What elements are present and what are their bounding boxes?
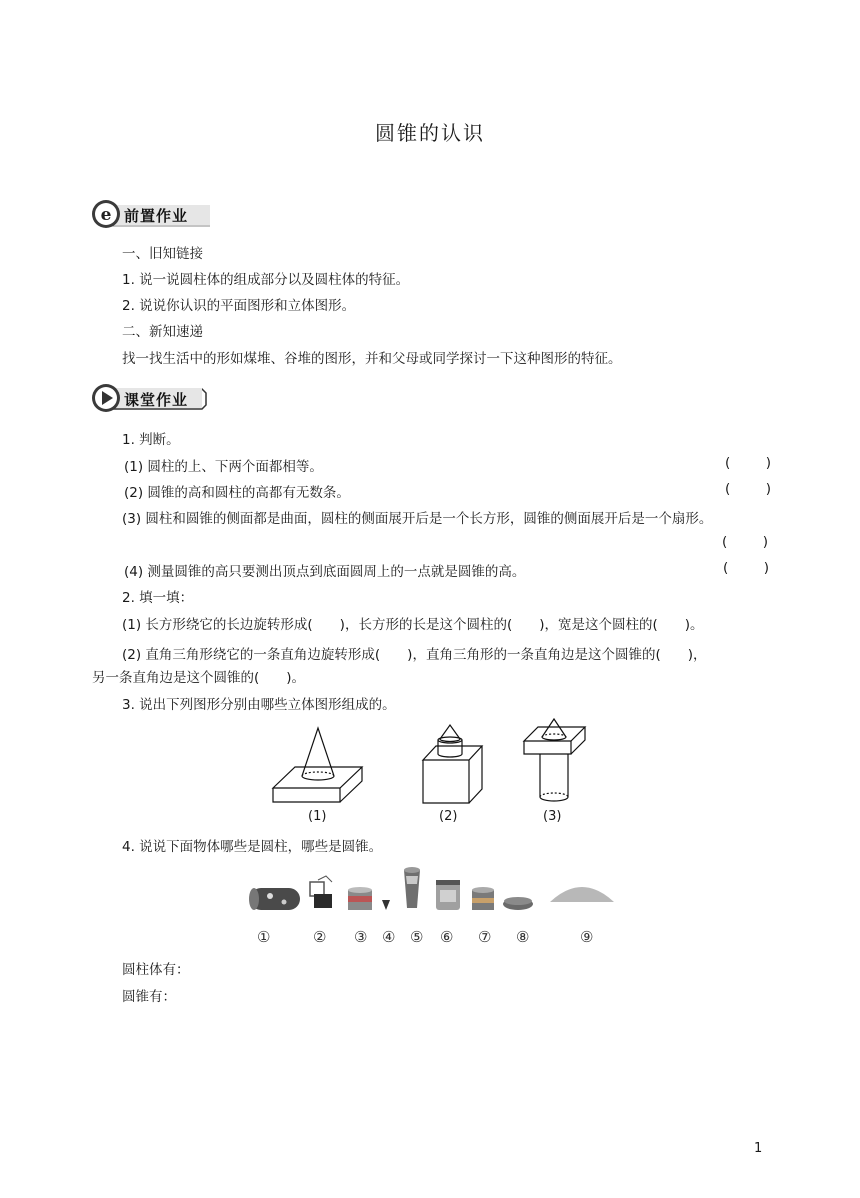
paren-open: ( [725, 481, 731, 497]
object-1-drum [249, 888, 300, 910]
figure-3-caption: (3) [543, 809, 562, 824]
figure-1-cone-on-slab [270, 725, 366, 805]
object-4-cone [382, 900, 390, 910]
objects-photo-strip [244, 862, 624, 922]
q2-line-1: (1) 长方形绕它的长边旋转形成( )，长方形的长是这个圆柱的( )，宽是这个圆柱的( )。 [122, 617, 704, 633]
cylinder-answer-label: 圆柱体有： [122, 962, 190, 978]
class-section-banner [90, 381, 210, 415]
object-number-3: ③ [354, 928, 368, 946]
paren-close: ) [762, 534, 768, 550]
object-number-9: ⑨ [580, 928, 594, 946]
pre-section-banner [90, 198, 210, 232]
paren-open: ( [722, 534, 728, 550]
object-3-can [348, 887, 372, 910]
class-section-label: 课堂作业 [124, 391, 189, 409]
object-number-4: ④ [382, 928, 396, 946]
figure-2-caption: (2) [439, 809, 458, 824]
page-title: 圆锥的认识 [375, 121, 485, 145]
object-2-boxes [310, 876, 332, 908]
q1-item-2: (2) 圆锥的高和圆柱的高都有无数条。 [124, 485, 350, 501]
page-number: 1 [754, 1141, 763, 1156]
paren-close: ) [765, 481, 771, 497]
pre-task: 找一找生活中的形如煤堆、谷堆的图形，并和父母或同学探讨一下这种图形的特征。 [122, 351, 622, 367]
q3-title: 3. 说出下列图形分别由哪些立体图形组成的。 [122, 697, 396, 713]
object-number-2: ② [313, 928, 327, 946]
pre-heading-1: 一、旧知链接 [122, 246, 203, 262]
q1-title: 1. 判断。 [122, 432, 180, 448]
q2-line-2a: (2) 直角三角形绕它的一条直角边旋转形成( )，直角三角形的一条直角边是这个圆锥的( )， [122, 647, 707, 663]
object-number-7: ⑦ [478, 928, 492, 946]
pre-heading-2: 二、新知速递 [122, 324, 203, 340]
object-number-1: ① [257, 928, 271, 946]
object-number-6: ⑥ [440, 928, 454, 946]
object-6-jar [436, 880, 460, 910]
q1-answer-2 [725, 481, 771, 497]
paren-close: ) [765, 455, 771, 471]
cone-answer-label: 圆锥有： [122, 989, 176, 1005]
svg-text:e: e [100, 205, 112, 225]
q2-line-2b: 另一条直角边是这个圆锥的( )。 [92, 670, 306, 686]
pre-item-2: 2. 说说你认识的平面图形和立体图形。 [122, 298, 356, 314]
object-8-disc [503, 897, 533, 910]
q1-item-3: (3) 圆柱和圆锥的侧面都是曲面，圆柱的侧面展开后是一个长方形，圆锥的侧面展开后是一个扇形。 [122, 511, 713, 527]
q4-title: 4. 说说下面物体哪些是圆柱，哪些是圆锥。 [122, 839, 383, 855]
paren-open: ( [725, 455, 731, 471]
pre-item-1: 1. 说一说圆柱体的组成部分以及圆柱体的特征。 [122, 272, 410, 288]
q1-item-4: (4) 测量圆锥的高只要测出顶点到底面圆周上的一点就是圆锥的高。 [124, 564, 526, 580]
object-9-pile [550, 887, 614, 902]
figure-3-cone-slab-cylinder [522, 715, 588, 805]
object-number-8: ⑧ [516, 928, 530, 946]
q2-title: 2. 填一填： [122, 590, 194, 606]
q1-item-1: (1) 圆柱的上、下两个面都相等。 [124, 459, 323, 475]
q1-answer-1 [725, 455, 771, 471]
q1-answer-4 [723, 560, 769, 576]
figure-2-cone-cylinder-cube [420, 722, 486, 806]
object-5-tall-drum [404, 867, 420, 908]
paren-open: ( [723, 560, 729, 576]
pre-section-label: 前置作业 [124, 207, 189, 225]
figure-1-caption: (1) [308, 809, 327, 824]
paren-close: ) [763, 560, 769, 576]
object-7-can [472, 887, 494, 910]
q1-answer-3 [722, 534, 768, 550]
object-number-5: ⑤ [410, 928, 424, 946]
